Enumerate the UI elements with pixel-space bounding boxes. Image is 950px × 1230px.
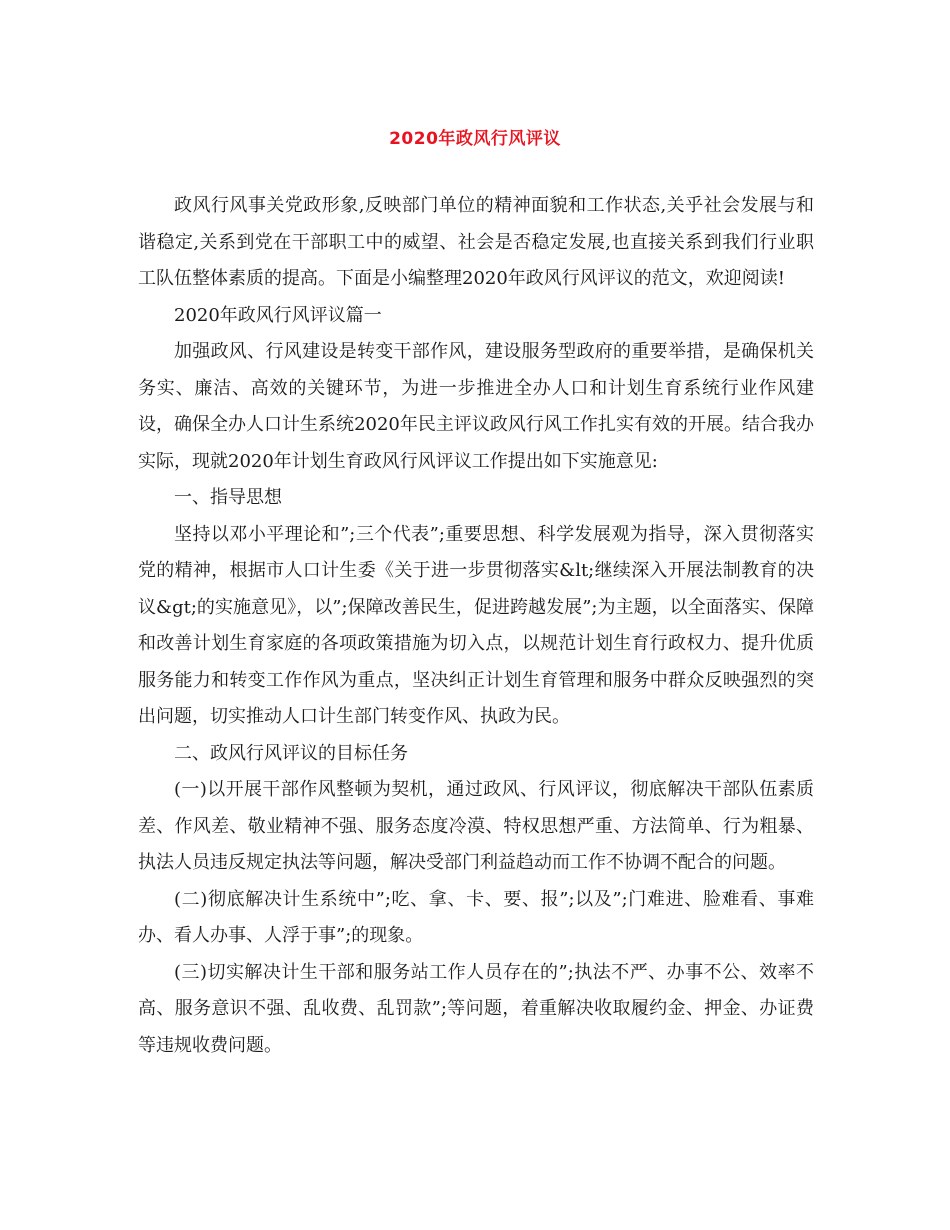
section-heading-part-one: 2020年政风行风评议篇一 (174, 304, 382, 326)
section-heading-guiding-ideology: 一、指导思想 (174, 487, 282, 508)
list-item-paragraph: (二)彻底解决计生系统中”;吃、拿、卡、要、报”;以及”;门难进、脸难看、事难办、看人办事、人浮于事”;的现象。 (138, 888, 814, 946)
body-paragraph: 坚持以邓小平理论和”;三个代表”;重要思想、科学发展观为指导，深入贯彻落实党的精神，根据市人口计生委《关于进一步贯彻落实&lt;继续深入开展法制教育的决议&gt;的实施意见》，以”;保障改善民生，促进跨越发展”;为主题，以全面落实、保障和改善计划生育家庭的各项政策措施为切入点，以规范计划生育行政权力、提升优质服务能力和转变工作作风为重点，坚决纠正计划生育管理和服务中群众反映强烈的突出问题，切实推动人口计生部门转变作风、执政为民。 (138, 523, 814, 727)
list-item-paragraph: (一)以开展干部作风整顿为契机，通过政风、行风评议，彻底解决干部队伍素质差、作风差、敬业精神不强、服务态度冷漠、特权思想严重、方法简单、行为粗暴、执法人员违反规定执法等问题，解决受部门利益趋动而工作不协调不配合的问题。 (138, 779, 814, 873)
intro-paragraph: 政风行风事关党政形象,反映部门单位的精神面貌和工作状态,关乎社会发展与和谐稳定,关系到党在干部职工中的威望、社会是否稳定发展,也直接关系到我们行业职工队伍整体素质的提高。下面是小编整理2020年政风行风评议的范文，欢迎阅读! (138, 195, 814, 289)
list-item-paragraph: (三)切实解决计生干部和服务站工作人员存在的”;执法不严、办事不公、效率不高、服务意识不强、乱收费、乱罚款”;等问题，着重解决收取履约金、押金、办证费等违规收费问题。 (138, 961, 814, 1056)
document-title: 2020年政风行风评议 (389, 129, 561, 149)
body-paragraph: 加强政风、行风建设是转变干部作风，建设服务型政府的重要举措，是确保机关务实、廉洁、高效的关键环节，为进一步推进全办人口和计划生育系统行业作风建设，确保全办人口计生系统2020年民主评议政风行风工作扎实有效的开展。结合我办实际，现就2020年计划生育政风行风评议工作提出如下实施意见: (138, 341, 814, 472)
section-heading-goals-tasks: 二、政风行风评议的目标任务 (174, 742, 408, 764)
document-body (138, 188, 814, 1064)
